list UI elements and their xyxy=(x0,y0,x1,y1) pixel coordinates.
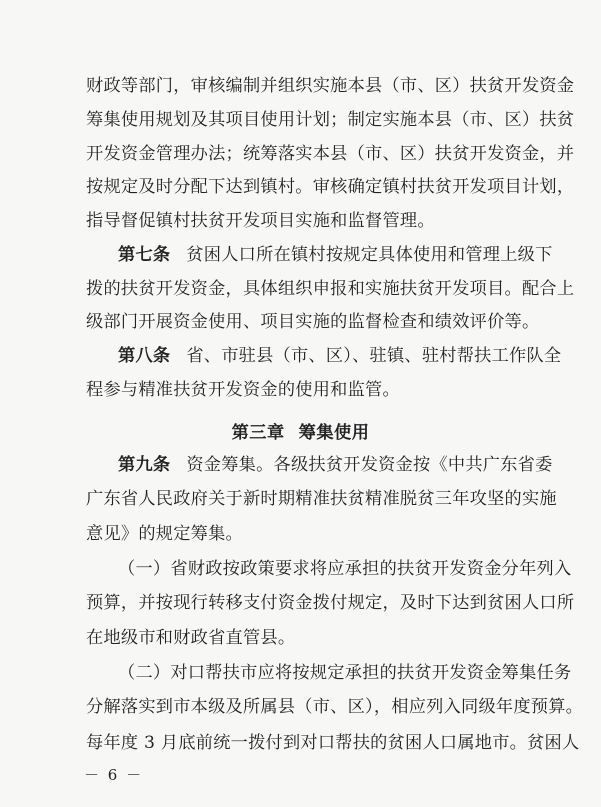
text-line: 筹集使用规划及其项目使用计划；制定实施本县（市、区）扶贫 xyxy=(86,109,575,130)
text-line: 财政等部门，审核编制并组织实施本县（市、区）扶贫开发资金 xyxy=(86,76,575,96)
text-line: 每年度 3 月底前统一拨付到对口帮扶的贫困人口属地市。贫困人 xyxy=(86,733,580,753)
article-8-first-line xyxy=(118,345,561,367)
text-line: 意见》的规定筹集。 xyxy=(86,524,243,544)
article-9-text: 资金筹集。各级扶贫开发资金按《中共广东省委 xyxy=(186,454,553,475)
article-8-text: 省、市驻县（市、区）、驻镇、驻村帮扶工作队全 xyxy=(186,346,562,367)
chapter-title: 筹集使用 xyxy=(298,422,370,443)
page-number: － 6 － xyxy=(84,766,144,784)
text-line: 预算，并按现行转移支付资金拨付规定，及时下达到贫困人口所 xyxy=(86,593,575,614)
article-7-first-line xyxy=(118,244,553,266)
item-2-first-line: （二）对口帮扶市应将按规定承担的扶贫开发资金筹集任务 xyxy=(118,662,572,683)
article-7-text: 贫困人口所在镇村按规定具体使用和管理上级下 xyxy=(186,244,553,265)
chapter-number: 第三章 xyxy=(231,422,285,443)
text-line: 拨的扶贫开发资金，具体组织申报和实施扶贫开发项目。配合上 xyxy=(86,278,575,299)
text-line: 级部门开展资金使用、项目实施的监督检查和绩效评价等。 xyxy=(86,312,540,333)
text-line: 广东省人民政府关于新时期精准扶贫精准脱贫三年攻坚的实施 xyxy=(86,489,557,510)
chapter-heading xyxy=(0,422,601,444)
item-1-first-line: （一）省财政按政策要求将应承担的扶贫开发资金分年列入 xyxy=(118,558,572,579)
text-line: 开发资金管理办法；统筹落实本县（市、区）扶贫开发资金，并 xyxy=(86,143,575,164)
text-line: 程参与精准扶贫开发资金的使用和监管。 xyxy=(86,379,400,400)
text-line: 分解落实到市本级及所属县（市、区），相应列入同级年度预算。 xyxy=(86,697,584,718)
text-line: 按规定及时分配下达到镇村。审核确定镇村扶贫开发项目计划， xyxy=(86,177,575,198)
text-line: 在地级市和财政省直管县。 xyxy=(86,628,296,649)
text-line: 指导督促镇村扶贫开发项目实施和监督管理。 xyxy=(86,211,435,232)
article-7-heading: 第七条 xyxy=(118,244,171,265)
article-8-heading: 第八条 xyxy=(118,346,171,367)
article-9-first-line xyxy=(118,454,553,476)
article-9-heading: 第九条 xyxy=(118,454,171,475)
